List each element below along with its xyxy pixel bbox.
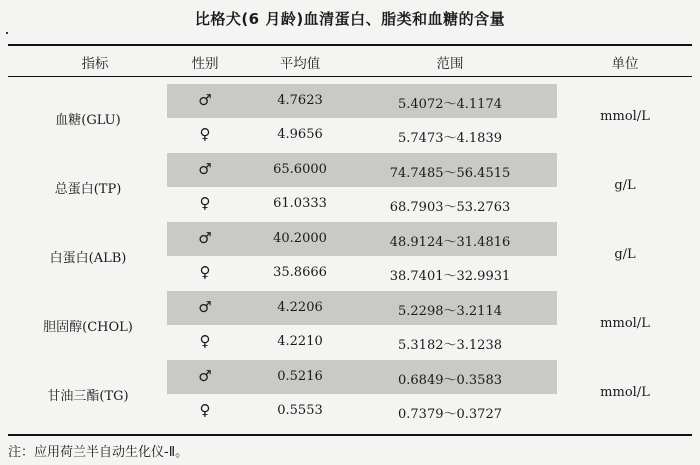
- male-mean: 4.7623: [277, 93, 323, 108]
- female-mean: 4.2210: [277, 334, 323, 349]
- table-top-rule: [8, 44, 692, 46]
- table-title: 比格犬(6 月龄)血清蛋白、脂类和血糖的含量: [194, 10, 506, 28]
- male-range: 48.9124～31.4816: [389, 235, 511, 250]
- unit-label: mmol/L: [600, 385, 650, 400]
- male-mean: 0.5216: [277, 369, 323, 384]
- indicator-name: 血糖(GLU): [55, 113, 121, 128]
- male-icon: ♂: [198, 160, 212, 178]
- female-range: 68.7903～53.2763: [389, 200, 511, 215]
- table-note: 注：应用荷兰半自动生化仪-Ⅱ。: [8, 445, 189, 460]
- table-header-rule: [8, 76, 692, 77]
- male-range: 5.4072～4.1174: [398, 97, 502, 112]
- male-mean: 4.2206: [277, 300, 323, 315]
- unit-label: g/L: [614, 247, 636, 262]
- header-sex: 性别: [191, 56, 219, 72]
- female-mean: 4.9656: [277, 127, 323, 142]
- unit-label: mmol/L: [600, 316, 650, 331]
- indicator-name: 胆固醇(CHOL): [43, 320, 133, 335]
- female-range: 5.7473～4.1839: [398, 131, 502, 146]
- male-range: 0.6849～0.3583: [398, 373, 502, 388]
- indicator-name: 总蛋白(TP): [54, 182, 122, 197]
- indicator-name: 白蛋白(ALB): [49, 251, 127, 266]
- male-icon: ♂: [198, 298, 212, 316]
- female-range: 5.3182～3.1238: [398, 338, 502, 353]
- female-icon: ♀: [199, 194, 211, 212]
- unit-label: mmol/L: [600, 109, 650, 124]
- unit-label: g/L: [614, 178, 636, 193]
- scan-mark: [6, 32, 8, 34]
- male-range: 5.2298～3.2114: [398, 304, 502, 319]
- male-icon: ♂: [198, 91, 212, 109]
- male-icon: ♂: [198, 367, 212, 385]
- indicator-name: 甘油三酯(TG): [47, 389, 129, 404]
- table-bottom-rule: [8, 434, 692, 436]
- male-range: 74.7485～56.4515: [389, 166, 511, 181]
- male-mean: 65.6000: [273, 162, 327, 177]
- header-unit: 单位: [611, 56, 639, 72]
- female-icon: ♀: [199, 125, 211, 143]
- female-icon: ♀: [199, 332, 211, 350]
- header-indicator: 指标: [81, 56, 109, 72]
- male-icon: ♂: [198, 229, 212, 247]
- female-icon: ♀: [199, 263, 211, 281]
- male-mean: 40.2000: [273, 231, 327, 246]
- female-mean: 61.0333: [273, 196, 327, 211]
- header-range: 范围: [436, 56, 464, 72]
- female-range: 38.7401～32.9931: [389, 269, 511, 284]
- header-mean: 平均值: [279, 56, 321, 72]
- female-icon: ♀: [199, 401, 211, 419]
- female-mean: 0.5553: [277, 403, 323, 418]
- female-mean: 35.8666: [273, 265, 327, 280]
- female-range: 0.7379～0.3727: [398, 407, 502, 422]
